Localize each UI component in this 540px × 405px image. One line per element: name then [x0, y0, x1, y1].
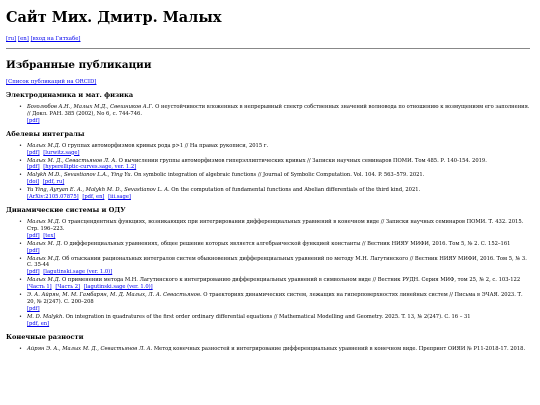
publication-item — [27, 104, 530, 125]
publication-authors: Боголюбов А.Н., Малых М.Д., Свешников А.Г. — [27, 104, 154, 110]
publication-text: О дифференциальных уравнениях, общее решение которых является алгебраической функцией константы // Вестник НИЯУ МИФИ, 2016. Том 5, № 2. С. 152–161 — [61, 240, 511, 247]
publication-link[interactable]: [pdf] — [27, 149, 40, 156]
publication-links — [27, 233, 530, 240]
publication-link[interactable]: [lagutinski.sage (ver. 1.0)] — [43, 269, 113, 276]
publication-link[interactable]: [pdf] — [27, 269, 40, 276]
publication-link[interactable]: [pdf] — [27, 232, 40, 239]
publication-links — [27, 284, 530, 291]
publication-item — [27, 256, 530, 277]
publication-item — [27, 172, 530, 186]
publication-item — [27, 187, 530, 201]
publication-link[interactable]: [pdf] — [27, 247, 40, 254]
publication-text: О вычислении группы автоморфизмов гиперэллиптических кривых // Записки научных семинаров ПОМИ. Том 485. Р. 140-154. 2019. — [116, 157, 487, 164]
publication-link[interactable]: [hyperelliptic-curves.sage, ver. 1.2] — [43, 164, 137, 171]
publication-link[interactable]: [tex] — [43, 232, 56, 239]
orcid-link[interactable]: [Список публикаций на ORCID] — [6, 79, 97, 85]
publication-links — [27, 179, 530, 186]
publication-text: О траекториях динамических систем, лежащих на гиперповерхностях линейных систем // Письма в ЭЧАЯ. 2023. Т. 20, № 2(247). С. 200–208 — [27, 292, 523, 305]
publication-link[interactable]: [pdf, en] — [82, 194, 105, 201]
publication-item — [27, 314, 530, 328]
publication-text: Об отыскании рациональных интегралов систем обыкновенных дифференциальных уравнений по методу М.Н. Лагутинского // Вестник НИЯУ МИФИ, 2016. Том 5, № 3. С. 35-44 — [27, 255, 527, 269]
publication-links — [27, 248, 530, 255]
publication-links — [27, 118, 530, 125]
publication-item — [27, 158, 530, 172]
publication-item — [27, 219, 530, 240]
divider — [6, 48, 530, 49]
publication-link[interactable]: [lagutinski.sage (ver. 1.0)] — [83, 284, 153, 291]
publication-link[interactable]: [ArXiv:2105.07875] — [27, 194, 79, 201]
publication-authors: Малых М. Д. — [27, 240, 62, 247]
publication-authors: Малых М.Д. — [27, 218, 61, 225]
publication-authors: M. D. Malykh. — [27, 313, 65, 320]
publication-link[interactable]: [lurwitz.sage] — [43, 149, 80, 156]
orcid-line — [6, 78, 530, 86]
publication-links — [27, 150, 530, 157]
publication-links — [27, 194, 530, 201]
publication-authors: Айрян Э. А., Малых М. Д., Севастьянов Л. А. — [27, 345, 153, 352]
publication-groups — [6, 91, 530, 352]
publication-text: Метод конечных разностей и интегрирование дифференциальных уравнений в конечном виде. Препринт ОИЯИ № Р11-2018-17. 2018. — [152, 345, 526, 352]
publication-text: О трансцендентных функциях, возникающих при интегрировании дифференциальных уравнений в конечном виде // Записки научных семинаров ПОМИ. Т. 432. 2015. Стр. 196–223. — [27, 218, 524, 232]
publication-text: О применении метода М.Н. Лагутинского к интегрированию дифференциальных уравнений в символьном виде // Вестник РУДН. Серия МИФ, том 25, № 2, с. 103-122 — [60, 277, 521, 284]
publication-link[interactable]: [pdf] — [27, 305, 40, 312]
publication-authors: Э. А. Айрян, М. М. Гамбарян, М. Д. Малых, Л. А. Севастьянов. — [27, 292, 202, 299]
publication-links — [27, 164, 530, 171]
page-title: Сайт Мих. Дмитр. Малых — [6, 9, 222, 26]
github-login-link[interactable]: [вход на Гитхабе] — [30, 36, 81, 42]
group-heading: Конечные разности — [6, 332, 84, 341]
publication-authors: Малых М.Д. — [27, 255, 61, 262]
publication-item — [27, 277, 530, 291]
publication-item — [27, 292, 530, 313]
publication-link[interactable]: [pdf, en] — [27, 320, 50, 327]
publication-text: On the computation of fundamental functions and Abelian differentials of the third kind, 2021. — [169, 187, 421, 194]
publication-links — [27, 306, 530, 313]
publication-link[interactable]: [iii.sage] — [108, 194, 131, 201]
publication-item — [27, 241, 530, 255]
lang-link-ru[interactable]: [ru] — [6, 36, 17, 42]
publication-links — [27, 321, 530, 328]
group-heading: Динамические системы и ОДУ — [6, 205, 126, 214]
publication-text: On symbolic integration of algebraic functions // Journal of Symbolic Computation. Vol. 104. P. 563–579. 2021. — [132, 172, 425, 179]
publication-link[interactable]: [Часть 2] — [55, 284, 81, 291]
publication-list — [6, 104, 530, 125]
publication-link[interactable]: [doi] — [27, 179, 40, 186]
group-heading: Электродинамика и мат. физика — [6, 91, 134, 99]
publication-text: О группах автоморфизмов кривых рода p>1 // На правах рукописи, 2015 г. — [60, 142, 269, 149]
group-heading: Абелевы интегралы — [6, 129, 85, 138]
publication-item — [27, 346, 530, 353]
publication-text: On integration in quadratures of the first order ordinary differential equations // Mathematical Modelling and Geometry. 2025. T. 13, № 2(247). C. 16 – 31 — [64, 313, 471, 320]
publication-text: О неустойчивости вложенных в непрерывный спектр собственных значений волновода по отношению к возмущениям его заполнения. // Докл. РАН. 385 (2002), No 6, с. 744-746. — [27, 104, 530, 117]
language-bar — [6, 35, 530, 43]
publication-authors: Малых М.Д. — [27, 142, 61, 149]
publication-authors: Yu Ying, Ayryan E. A., Malykh M. D., Sevastianov L. A. — [27, 187, 170, 194]
publication-item — [27, 143, 530, 157]
section-title: Избранные публикации — [6, 59, 152, 71]
lang-link-en[interactable]: [en] — [17, 36, 29, 42]
publication-list — [6, 143, 530, 201]
publication-authors: Malykh M.D., Sevastianov L.A., Ying Yu. — [27, 172, 133, 179]
publication-link[interactable]: [pdf, ru] — [42, 179, 65, 186]
publication-link[interactable]: [pdf] — [27, 164, 40, 171]
publication-authors: Малых М.Д. — [27, 277, 61, 284]
publication-authors: Малых М. Д., Севастьянов Л. А. — [27, 157, 117, 164]
publication-link[interactable]: [pdf] — [27, 117, 40, 124]
publication-list — [6, 219, 530, 328]
publication-link[interactable]: [Часть 1] — [27, 284, 52, 291]
publication-links — [27, 269, 530, 276]
publication-list — [6, 346, 530, 353]
